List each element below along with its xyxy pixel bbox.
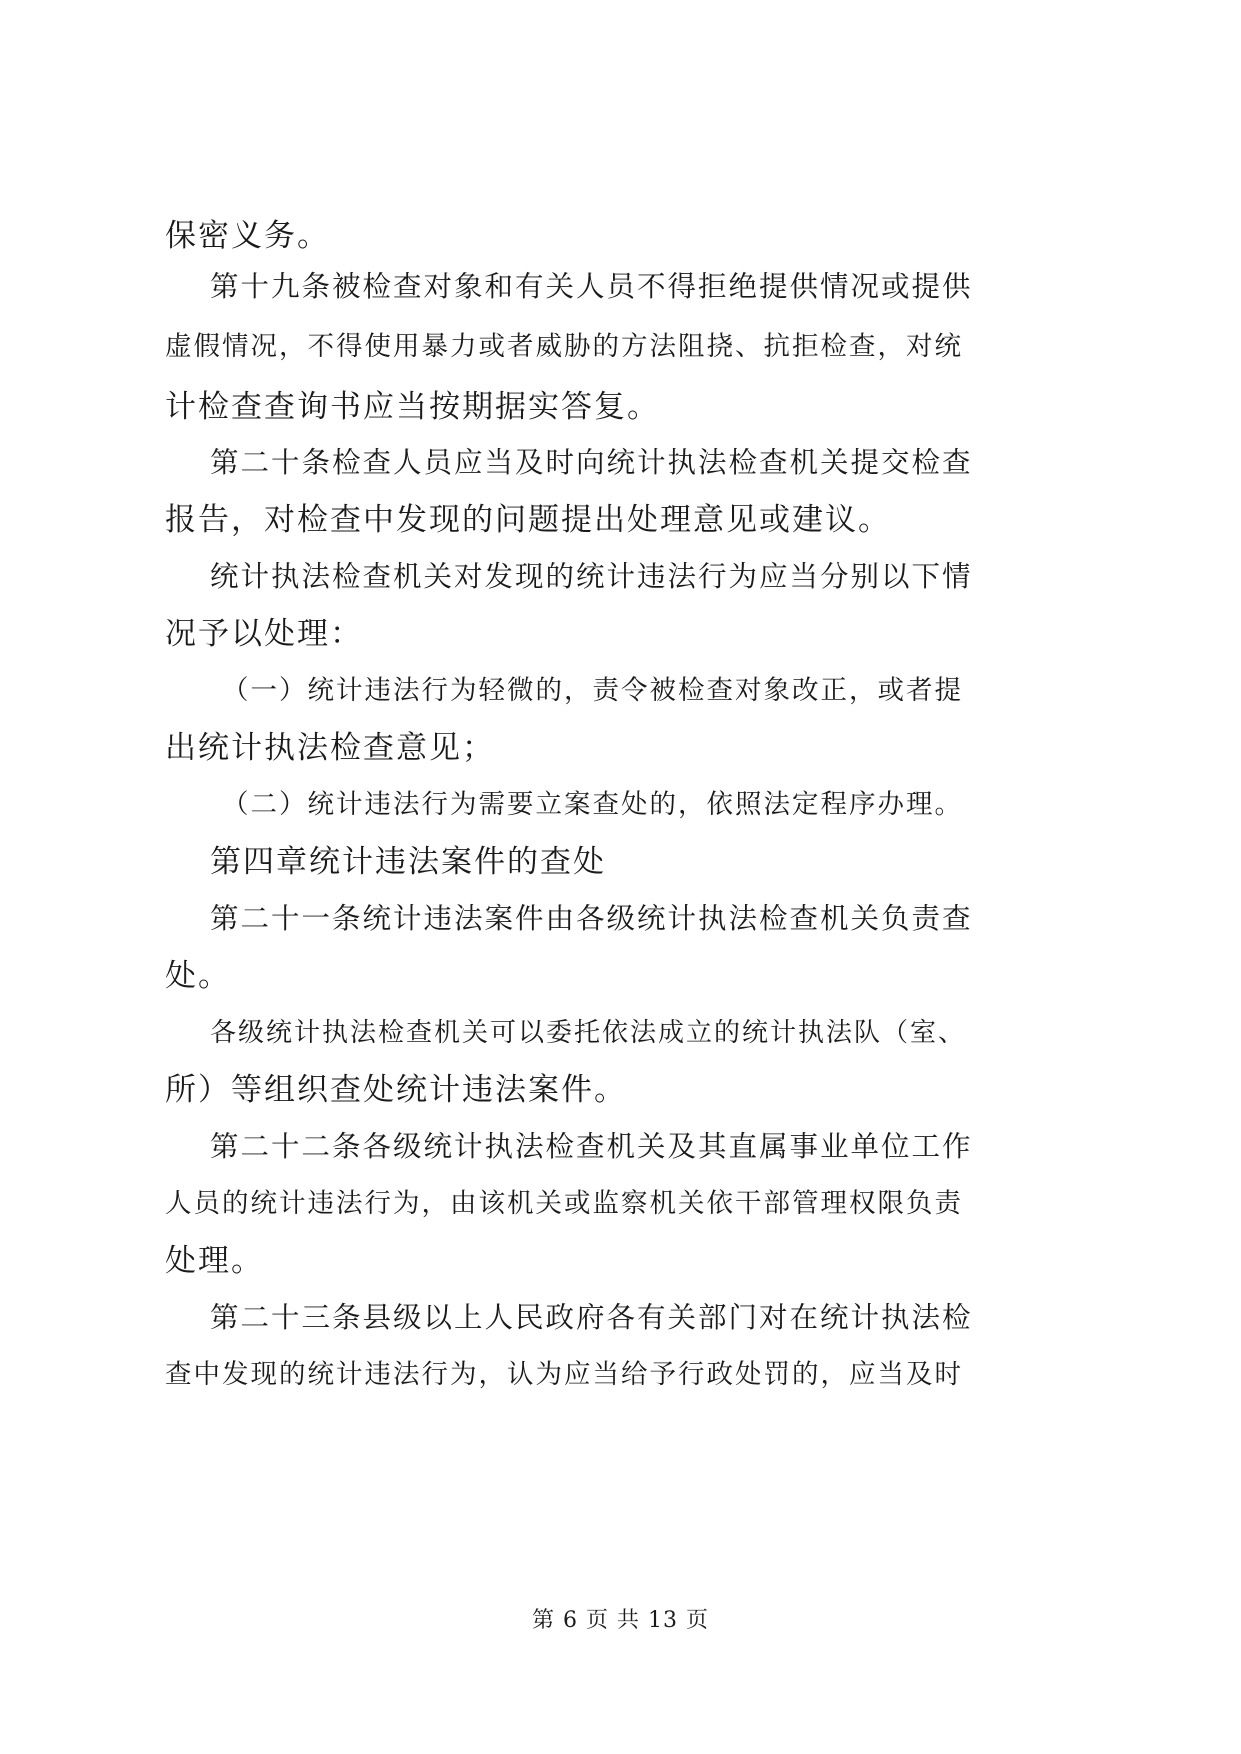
text-line: 虚假情况，不得使用暴力或者威胁的方法阻挠、抗拒检查，对统 (165, 331, 963, 362)
text-line: 查中发现的统计违法行为，认为应当给予行政处罚的，应当及时 (165, 1359, 963, 1390)
text-line: 人员的统计违法行为，由该机关或监察机关依干部管理权限负责 (165, 1188, 963, 1219)
chapter-heading: 第四章统计违法案件的查处 (210, 844, 606, 880)
text-line: 第二十条检查人员应当及时向统计执法检查机关提交检查 (210, 446, 973, 479)
text-line: 第二十三条县级以上人民政府各有关部门对在统计执法检 (210, 1301, 973, 1334)
text-line: 出统计执法检查意见； (165, 730, 495, 766)
text-line: （二）统计违法行为需要立案查处的，依照法定程序办理。 (222, 789, 963, 820)
text-line: 第十九条被检查对象和有关人员不得拒绝提供情况或提供 (210, 270, 973, 303)
text-line: 所）等组织查处统计违法案件。 (165, 1072, 627, 1108)
text-line: 况予以处理： (165, 616, 363, 652)
text-line: 第二十二条各级统计执法检查机关及其直属事业单位工作 (210, 1130, 973, 1163)
text-line: 处理。 (165, 1243, 264, 1279)
text-line: 各级统计执法检查机关可以委托依法成立的统计执法队（室、 (210, 1018, 967, 1048)
text-line: 统计执法检查机关对发现的统计违法行为应当分别以下情 (210, 560, 973, 593)
text-line: 第二十一条统计违法案件由各级统计执法检查机关负责查 (210, 902, 973, 935)
text-line: 处。 (165, 958, 231, 994)
text-line: 计检查查询书应当按期据实答复。 (165, 389, 660, 425)
page-number-footer: 第 6 页 共 13 页 (532, 1608, 709, 1633)
text-line: 报告，对检查中发现的问题提出处理意见或建议。 (165, 502, 891, 538)
text-line: 保密义务。 (165, 218, 330, 254)
text-line: （一）统计违法行为轻微的，责令被检查对象改正，或者提 (222, 675, 963, 706)
